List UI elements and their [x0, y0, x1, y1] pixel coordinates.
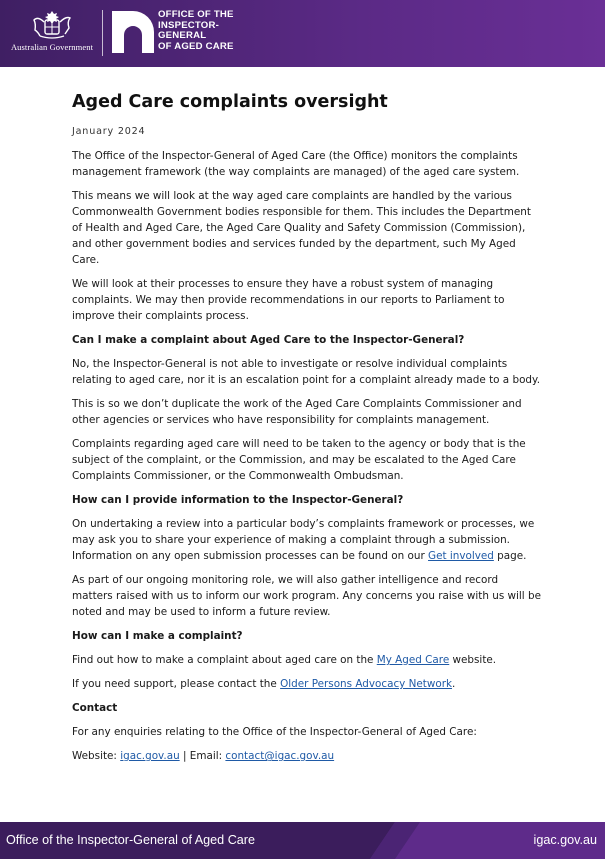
opan-link[interactable]: Older Persons Advocacy Network [280, 678, 453, 690]
intro-paragraph: This means we will look at the way aged care complaints are handled by the various Commonwealth Government bodies responsible for them. This includes the Department of Health and Aged Care, the Aged Care Quality and Safety Commission (Commission), and other government bodies and services funded by the department, such My Aged Care. [72, 190, 531, 266]
page-title: Aged Care complaints oversight [72, 92, 388, 112]
my-aged-care-link[interactable]: My Aged Care [376, 654, 450, 666]
section-heading: How can I make a complaint? [72, 630, 243, 642]
email-link[interactable]: contact@igac.gov.au [225, 750, 335, 762]
intro-paragraph: We will look at their processes to ensure they have a robust system of managing complaints. We may then provide recommendations in our reports to Parliament to improve their complaints process. [72, 278, 505, 322]
header-divider [102, 10, 103, 56]
paragraph: As part of our ongoing monitoring role, we will also gather intelligence and record matters raised with us to inform our work program. Any concerns you raise with us will be noted and may be used to inform a future review. [72, 574, 541, 618]
paragraph: On undertaking a review into a particular body’s complaints framework or processes, we may ask you to share your experience of making a complaint through a submission. Information on any open submission processes can be found on our Get involved page. [72, 518, 535, 562]
contact-text: For any enquiries relating to the Office of the Inspector-General of Aged Care: [72, 726, 477, 738]
header-banner [0, 0, 605, 67]
section-heading: Contact [72, 702, 118, 714]
section-heading: Can I make a complaint about Aged Care to the Inspector-General? [72, 334, 465, 346]
intro-paragraph: The Office of the Inspector-General of Aged Care (the Office) monitors the complaints management framework (the way complaints are managed) of the aged care system. [72, 150, 520, 178]
paragraph: This is so we don’t duplicate the work of the Aged Care Complaints Commissioner and other agencies or services who have responsibility for complaints management. [72, 398, 522, 426]
footer-org-name: Office of the Inspector-General of Aged Care [6, 833, 255, 847]
igac-logo-icon [112, 11, 154, 53]
paragraph: If you need support, please contact the Older Persons Advocacy Network. [72, 678, 456, 690]
get-involved-link[interactable]: Get involved [428, 550, 494, 562]
australian-government-logo [8, 8, 96, 56]
coat-of-arms-icon [30, 8, 74, 40]
igac-logo-text: OFFICE OF THE INSPECTOR- GENERAL OF AGED CARE [158, 9, 234, 52]
section-heading: How can I provide information to the Inspector-General? [72, 494, 404, 506]
contact-details: Website: igac.gov.au | Email: contact@igac.gov.au [72, 750, 335, 762]
paragraph: No, the Inspector-General is not able to investigate or resolve individual complaints relating to aged care, nor it is an escalation point for a complaint already made to a body. [72, 358, 540, 386]
paragraph: Find out how to make a complaint about aged care on the My Aged Care website. [72, 654, 497, 666]
australian-government-label: Australian Government [10, 42, 94, 52]
publication-date: January 2024 [72, 126, 146, 137]
paragraph: Complaints regarding aged care will need to be taken to the agency or body that is the subject of the complaint, or the Commission, and may be escalated to the Aged Care Complaints Commissioner, or the Commonwealth Ombudsman. [72, 438, 526, 482]
website-link[interactable]: igac.gov.au [120, 750, 180, 762]
document-body [72, 90, 542, 772]
footer-banner [0, 822, 605, 859]
footer-website: igac.gov.au [533, 833, 597, 847]
